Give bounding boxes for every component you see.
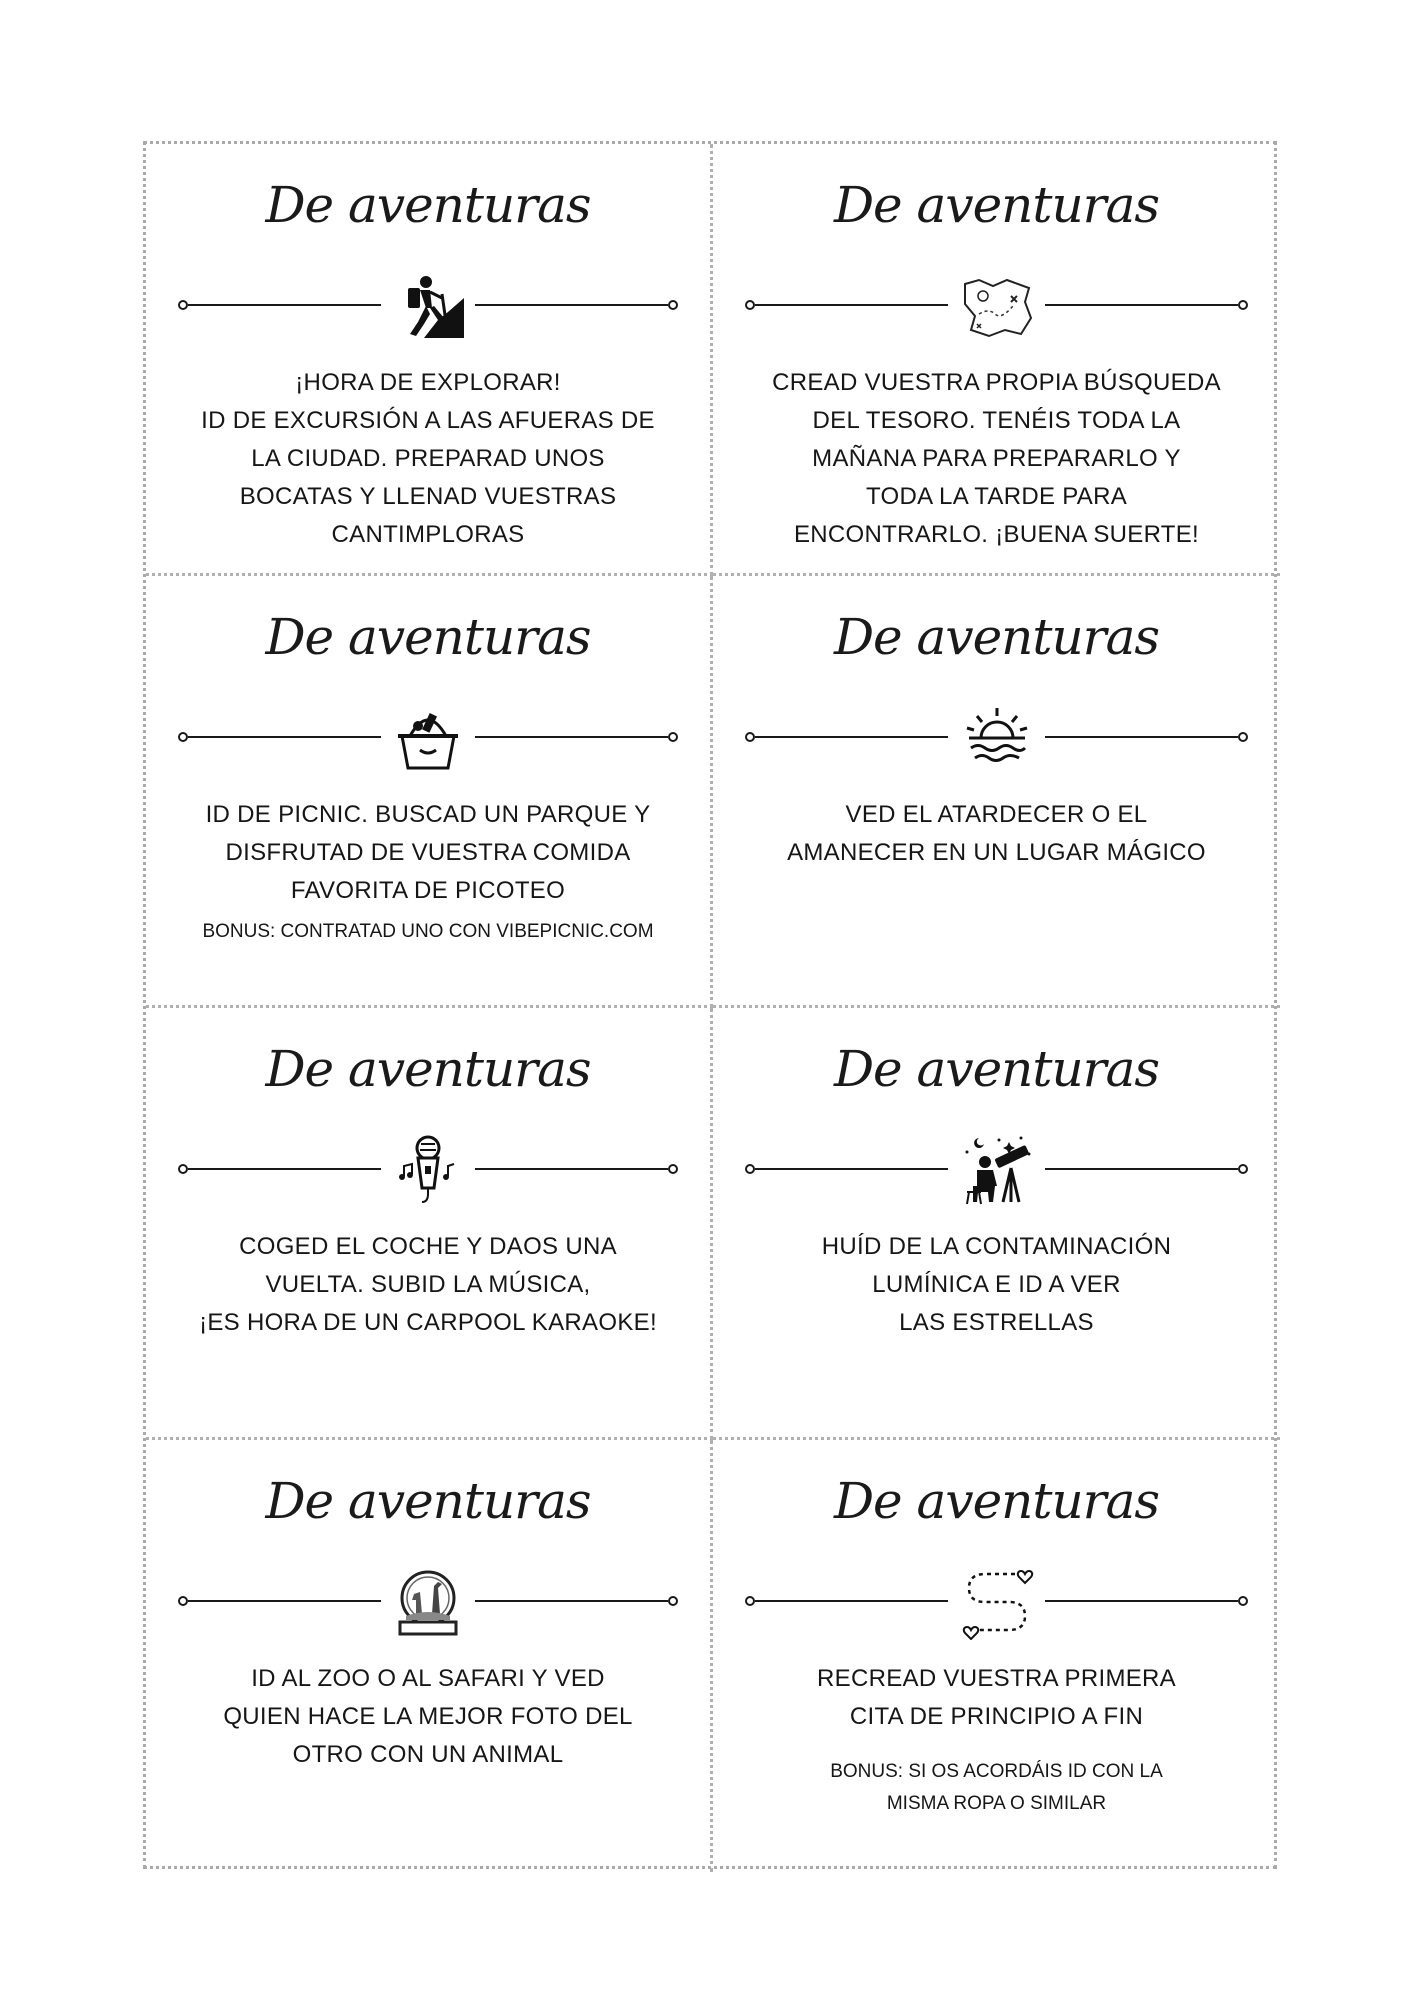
card-title: De aventuras xyxy=(833,608,1160,666)
card-bonus: BONUS: CONTRATAD UNO CON VIBEPICNIC.COM xyxy=(202,921,654,942)
card-sheet xyxy=(143,141,1277,1869)
adventure-card xyxy=(713,144,1280,576)
card-text: COGED EL COCHE Y DAOS UNA VUELTA. SUBID LA MÚSICA, ¡ES HORA DE UN CARPOOL KARAOKE! xyxy=(199,1233,657,1336)
card-text: CREAD VUESTRA PROPIA BÚSQUEDA DEL TESORO. TENÉIS TODA LA MAÑANA PARA PREPARARLO Y TODA LA TARDE PARA ENCONTRARLO. ¡BUENA SUERTE! xyxy=(772,369,1221,548)
adventure-card xyxy=(146,1440,713,1872)
card-title: De aventuras xyxy=(265,1472,591,1530)
zoo-globe-icon xyxy=(390,1564,466,1640)
card-title: De aventuras xyxy=(833,1472,1160,1530)
treasure-map-icon xyxy=(959,268,1035,344)
microphone-icon xyxy=(390,1132,466,1208)
card-text: ID AL ZOO O AL SAFARI Y VED QUIEN HACE LA MEJOR FOTO DEL OTRO CON UN ANIMAL xyxy=(223,1665,633,1768)
card-title: De aventuras xyxy=(833,1040,1160,1098)
card-title: De aventuras xyxy=(265,176,591,234)
card-text: RECREAD VUESTRA PRIMERA CITA DE PRINCIPIO A FIN xyxy=(817,1665,1176,1730)
card-title: De aventuras xyxy=(833,176,1160,234)
adventure-card xyxy=(713,576,1280,1008)
card-text: ID DE PICNIC. BUSCAD UN PARQUE Y DISFRUTAD DE VUESTRA COMIDA FAVORITA DE PICOTEO xyxy=(205,801,651,904)
sunset-icon xyxy=(959,700,1035,776)
telescope-stargazer-icon xyxy=(959,1132,1035,1208)
adventure-card xyxy=(146,144,713,576)
card-bonus: BONUS: SI OS ACORDÁIS ID CON LA MISMA ROPA O SIMILAR xyxy=(830,1761,1163,1814)
adventure-card xyxy=(713,1008,1280,1440)
adventure-card xyxy=(713,1440,1280,1872)
adventure-card xyxy=(146,576,713,1008)
picnic-basket-icon xyxy=(390,700,466,776)
card-text: HUÍD DE LA CONTAMINACIÓN LUMÍNICA E ID A VER LAS ESTRELLAS xyxy=(821,1233,1172,1336)
card-text: ¡HORA DE EXPLORAR! ID DE EXCURSIÓN A LAS AFUERAS DE LA CIUDAD. PREPARAD UNOS BOCATAS Y LLENAD VUESTRAS CANTIMPLORAS xyxy=(201,369,655,548)
card-text: VED EL ATARDECER O EL AMANECER EN UN LUGAR MÁGICO xyxy=(787,801,1206,866)
card-title: De aventuras xyxy=(265,1040,591,1098)
hiker-icon xyxy=(390,268,466,344)
heart-path-icon xyxy=(959,1564,1035,1640)
card-title: De aventuras xyxy=(265,608,591,666)
adventure-card xyxy=(146,1008,713,1440)
